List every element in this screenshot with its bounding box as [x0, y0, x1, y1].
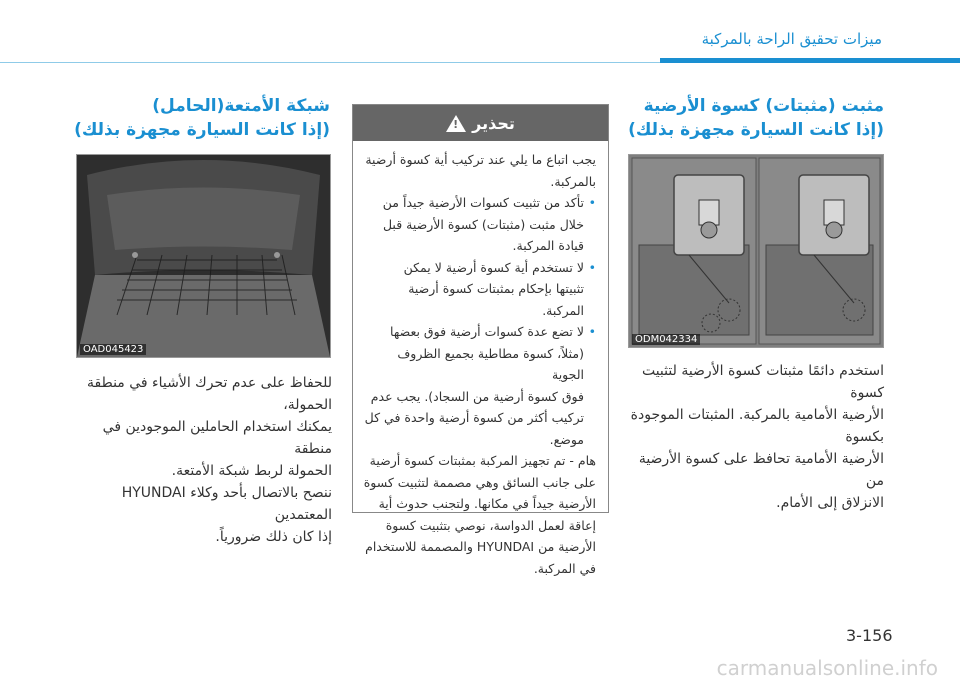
warning-bullet-list	[363, 192, 596, 450]
bullet-line: خلال مثبت (مثبتات) كسوة الأرضية قبل	[382, 216, 584, 232]
body-line: الانزلاق إلى الأمام.	[776, 495, 884, 511]
luggage-net-title-line-2: (إذا كانت السيارة مجهزة بذلك)	[74, 120, 330, 140]
warning-triangle-icon: !	[446, 115, 466, 132]
important-line: إعاقة لعمل الدواسة، نوصي بتثبيت كسوة	[385, 517, 596, 533]
body-line: الأرضية الأمامية بالمركبة. المثبتات الموجودة بكسوة	[630, 407, 884, 445]
warning-box	[352, 104, 609, 576]
body-line: ننصح بالاتصال بأحد وكلاء HYUNDAI المعتمدين	[121, 485, 332, 523]
footer	[0, 648, 960, 685]
floor-mat-anchor-title	[624, 94, 884, 142]
warning-bullet	[363, 321, 584, 450]
warning-header	[353, 105, 608, 141]
floor-mat-anchor-photo	[628, 154, 884, 348]
floor-mat-title-line-2: (إذا كانت السيارة مجهزة بذلك)	[628, 120, 884, 140]
body-line: استخدم دائمًا مثبتات كسوة الأرضية لتثبيت كسوة	[641, 363, 884, 401]
important-line: في المركبة.	[533, 560, 596, 576]
luggage-net-body	[76, 372, 332, 548]
important-line: هام - تم تجهيز المركبة بمثبتات كسوة أرضية	[369, 453, 596, 468]
warning-heading: تحذير	[472, 113, 515, 133]
warning-intro-line: يجب اتباع ما يلي عند تركيب أية كسوة أرضية	[365, 152, 596, 167]
footer-watermark: carmanualsonline.info	[716, 656, 938, 680]
floor-mat-anchor-illustration	[629, 155, 883, 347]
body-line: يمكنك استخدام الحاملين الموجودين في منطقة	[102, 419, 332, 457]
warning-intro-line: بالمركبة.	[550, 173, 596, 189]
luggage-net-photo	[76, 154, 331, 358]
warning-body	[353, 141, 608, 579]
bullet-line: (مثلاً، كسوة مطاطية بجميع الظروف الجوية	[397, 345, 584, 382]
body-line: الحمولة لربط شبكة الأمتعة.	[171, 463, 332, 479]
luggage-net-title-line-1: شبكة الأمتعة(الحامل)	[152, 96, 330, 116]
warning-bullet	[363, 257, 584, 322]
luggage-net-title	[70, 94, 330, 142]
photo-code: ODM042334	[632, 334, 700, 345]
body-line: إذا كان ذلك ضرورياً.	[215, 529, 332, 545]
warning-bullet	[363, 192, 584, 257]
page-number: 3-156	[846, 626, 893, 645]
bullet-line: تركيب أكثر من كسوة أرضية واحدة في كل	[364, 410, 584, 425]
body-line: للحفاظ على عدم تحرك الأشياء في منطقة الحمولة،	[87, 375, 332, 413]
header-accent-bar	[660, 58, 960, 63]
important-line: الأرضية جيداً في مكانها. ولتجنب حدوث أية	[378, 496, 596, 511]
bullet-line: المركبة.	[542, 302, 584, 318]
body-line: الأرضية الأمامية تحافظ على كسوة الأرضية من	[638, 451, 884, 489]
important-line: على جانب السائق وهي مصممة لتثبيت كسوة	[363, 474, 596, 490]
bullet-line: تثبيتها بإحكام بمثبتات كسوة أرضية	[408, 281, 584, 296]
important-line: الأرضية من HYUNDAI والمصممة للاستخدام	[365, 539, 596, 554]
bullet-line: • تأكد من تثبيت كسوات الأرضية جيداً من	[382, 195, 584, 210]
chapter-title: ميزات تحقيق الراحة بالمركبة	[701, 30, 882, 48]
bullet-line: قيادة المركبة.	[512, 238, 584, 253]
bullet-line: موضع.	[549, 431, 584, 447]
photo-code: OAD045423	[80, 344, 146, 355]
bullet-line: • لا تضع عدة كسوات أرضية فوق بعضها	[390, 324, 584, 339]
trunk-net-illustration	[77, 155, 330, 357]
floor-mat-anchor-body	[628, 360, 884, 514]
floor-mat-title-line-1: مثبت (مثبتات) كسوة الأرضية	[643, 96, 884, 116]
page-header	[0, 0, 960, 64]
bullet-line: • لا تستخدم أية كسوة أرضية لا يمكن	[403, 259, 584, 275]
bullet-line: فوق كسوة أرضية من السجاد). يجب عدم	[370, 388, 584, 404]
